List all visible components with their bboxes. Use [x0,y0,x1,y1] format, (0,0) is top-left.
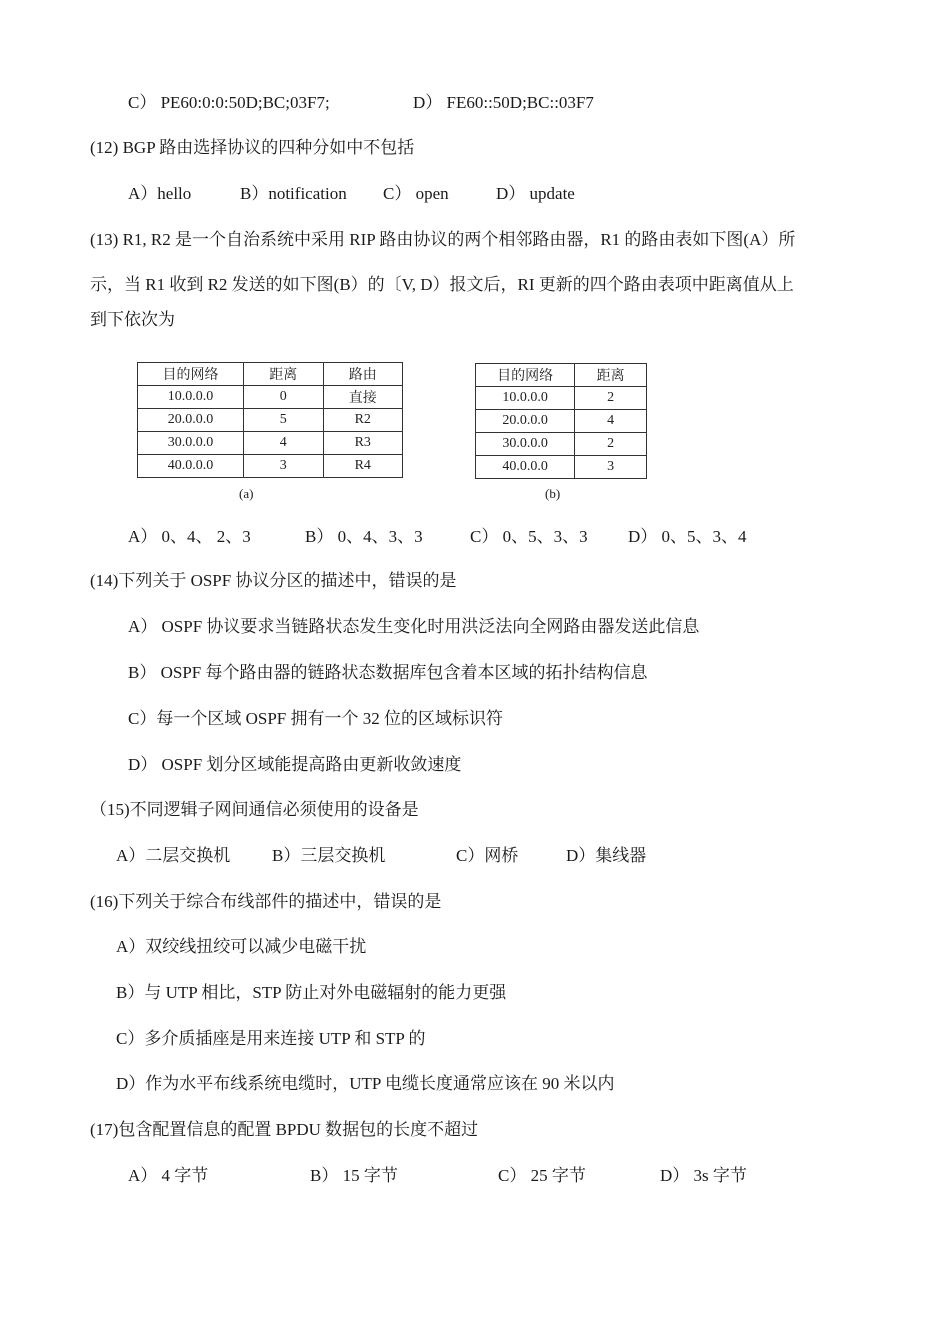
table-cell: R4 [323,455,403,478]
option-c: C）每一个区域 OSPF 拥有一个 32 位的区域标识符 [128,709,503,728]
table-header: 目的网络 [476,364,575,387]
table-cell: 5 [244,409,324,432]
table-cell: R2 [323,409,403,432]
table-row [138,409,403,432]
table-row [138,432,403,455]
table-row [138,455,403,478]
option-d: D） update [496,184,575,203]
table-header-row [476,364,647,387]
option-d: D） 0、5、3、4 [628,527,747,546]
routing-table-b [475,363,647,479]
table-cell: 2 [575,433,647,456]
question-14-stem: (14)下列关于 OSPF 协议分区的描述中，错误的是 [90,571,457,590]
option-d: D） 3s 字节 [660,1166,747,1185]
table-cell: 40.0.0.0 [476,456,575,479]
option-c: C）网桥 [456,846,519,865]
question-15-stem: （15)不同逻辑子网间通信必须使用的设备是 [90,800,419,819]
option-d: D）作为水平布线系统电缆时，UTP 电缆长度通常应该在 90 米以内 [116,1074,615,1093]
table-cell: 3 [244,455,324,478]
table-row [476,410,647,433]
table-header: 路由 [323,363,403,386]
table-a-caption: (a) [239,486,254,501]
question-12-stem: (12) BGP 路由选择协议的四种分如中不包括 [90,138,415,157]
option-c: C） open [383,184,449,203]
option-d: D） FE60::50D;BC::03F7 [413,93,594,112]
table-row [138,386,403,409]
table-header-row [138,363,403,386]
table-row [476,387,647,410]
option-d: D）集线器 [566,846,647,865]
option-b: B）三层交换机 [272,846,386,865]
option-a: A）hello [128,184,192,203]
table-cell: 3 [575,456,647,479]
table-header: 距离 [244,363,324,386]
table-header: 目的网络 [138,363,244,386]
option-b: B） 0、4、3、3 [305,527,423,546]
question-13-stem-line3: 到下依次为 [90,310,175,329]
question-13-stem: (13) R1, R2 是一个自治系统中采用 RIP 路由协议的两个相邻路由器，R1 的路由表如下图(A）所 [90,230,796,249]
option-a: A） 0、4、 2、3 [128,527,251,546]
table-row [476,433,647,456]
table-cell: 2 [575,387,647,410]
table-cell: 30.0.0.0 [476,433,575,456]
question-13-stem-line2: 示，当 R1 收到 R2 发送的如下图(B）的〔V, D）报文后，RI 更新的四个路由表项中距离值从上 [90,275,794,294]
table-cell: 20.0.0.0 [476,410,575,433]
option-b: B）notification [240,184,347,203]
option-b: B）与 UTP 相比，STP 防止对外电磁辐射的能力更强 [116,983,507,1002]
question-16-stem: (16)下列关于综合布线部件的描述中，错误的是 [90,892,442,911]
table-cell: 0 [244,386,324,409]
table-cell: 10.0.0.0 [476,387,575,410]
table-row [476,456,647,479]
option-c: C） 25 字节 [498,1166,586,1185]
table-header: 距离 [575,364,647,387]
option-c: C） PE60:0:0:50D;BC;03F7; [128,93,330,112]
routing-table-a [137,362,403,478]
option-b: B） OSPF 每个路由器的链路状态数据库包含着本区域的拓扑结构信息 [128,663,648,682]
table-cell: 30.0.0.0 [138,432,244,455]
table-cell: 40.0.0.0 [138,455,244,478]
table-cell: 10.0.0.0 [138,386,244,409]
option-b: B） 15 字节 [310,1166,398,1185]
option-a: A） OSPF 协议要求当链路状态发生变化时用洪泛法向全网路由器发送此信息 [128,617,700,636]
table-cell: 4 [575,410,647,433]
table-cell: R3 [323,432,403,455]
option-a: A） 4 字节 [128,1166,209,1185]
table-cell: 直接 [323,386,403,409]
option-d: D） OSPF 划分区域能提高路由更新收敛速度 [128,755,462,774]
table-b-caption: (b) [545,486,561,501]
table-cell: 4 [244,432,324,455]
option-a: A）二层交换机 [116,846,231,865]
question-17-stem: (17)包含配置信息的配置 BPDU 数据包的长度不超过 [90,1120,479,1139]
table-cell: 20.0.0.0 [138,409,244,432]
option-c: C）多介质插座是用来连接 UTP 和 STP 的 [116,1029,426,1048]
option-a: A）双绞线扭绞可以减少电磁干扰 [116,937,367,956]
option-c: C） 0、5、3、3 [470,527,588,546]
